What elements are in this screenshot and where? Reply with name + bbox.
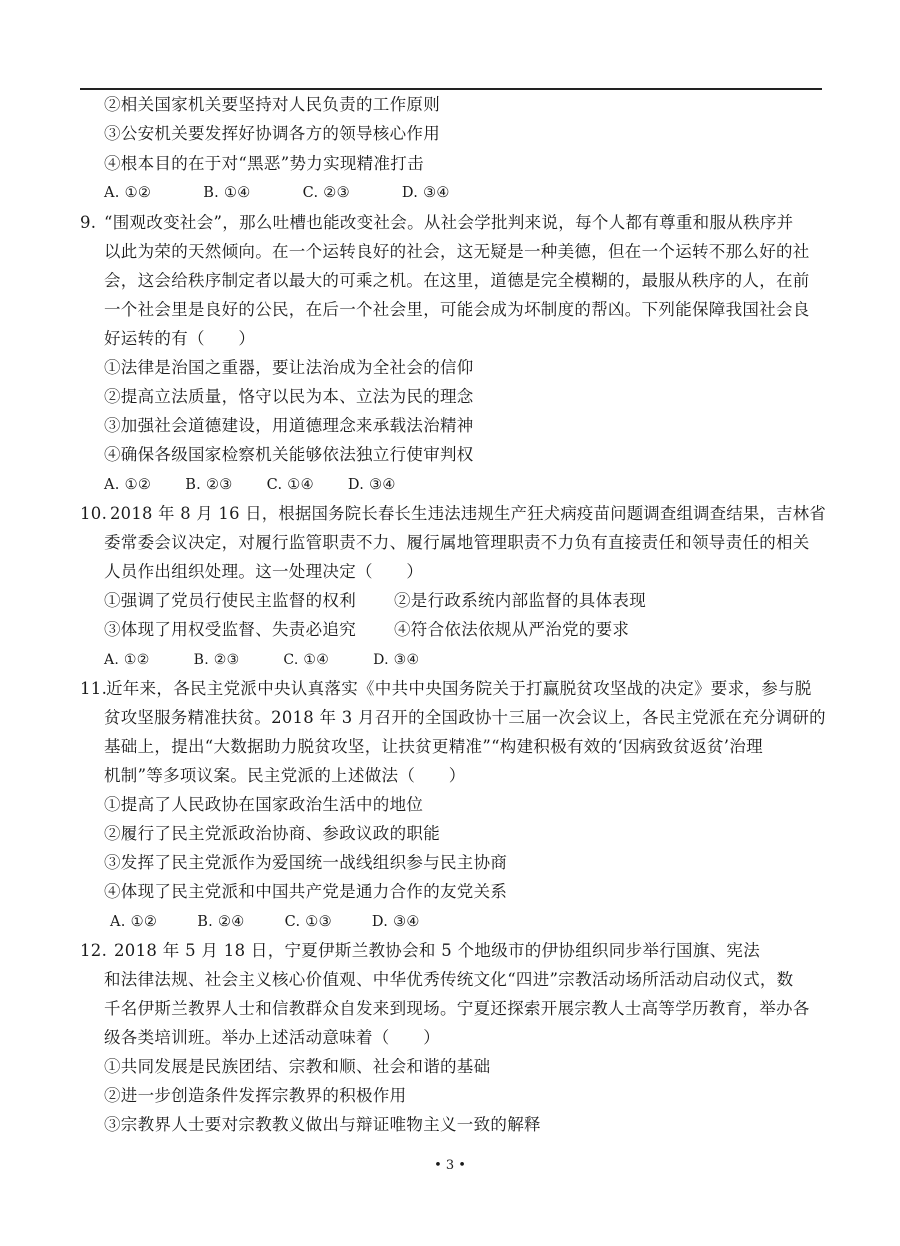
q8-options — [104, 182, 502, 204]
q11-item-1: ①提高了人民政协在国家政治生活中的地位 — [104, 795, 424, 814]
q10-option-d: D. ③④ — [373, 652, 420, 668]
q9-option-d: D. ③④ — [347, 477, 396, 493]
q12-item-3: ③宗教界人士要对宗教教义做出与辩证唯物主义一致的解释 — [104, 1115, 541, 1134]
q9-stem-line-3: 会，这会给秩序制定者以最大的可乘之机。在这里，道德是完全模糊的，最服从秩序的人，在前 — [104, 271, 810, 290]
q8-option-b: B. ①④ — [203, 185, 251, 201]
q12-stem-line-3: 千名伊斯兰教界人士和信教群众自发来到现场。宁夏还探索开展宗教人士高等学历教育，举办各 — [104, 999, 810, 1018]
q11-option-d: D. ③④ — [371, 914, 420, 930]
q8-option-a: A. ①② — [104, 185, 152, 201]
q8-item-3: ③公安机关要发挥好协调各方的领导核心作用 — [104, 124, 440, 143]
q11-number: 11. — [80, 679, 108, 698]
q10-number: 10. — [80, 504, 108, 523]
q9-options — [104, 474, 448, 496]
q11-item-3: ③发挥了民主党派作为爱国统一战线组织参与民主协商 — [104, 853, 508, 872]
q10-stem-line-2: 委常委会议决定，对履行监管职责不力、履行属地管理职责不力负有直接责任和领导责任的相关 — [104, 533, 810, 552]
q9-item-3: ③加强社会道德建设，用道德理念来承载法治精神 — [104, 416, 474, 435]
page-number: • 3 • — [434, 1158, 466, 1173]
q11-stem-line-3: 基础上，提出“大数据助力脱贫攻坚，让扶贫更精准”“构建积极有效的‘因病致贫返贫’治理 — [104, 737, 763, 756]
q10-item-3: ③体现了用权受监督、失责必追究 — [104, 620, 356, 639]
q11-stem-line-2: 贫攻坚服务精准扶贫。2018 年 3 月召开的全国政协十三届一次会议上，各民主党派在充分调研的 — [104, 708, 826, 727]
q9-stem-line-1: “围观改变社会”，那么吐槽也能改变社会。从社会学批判来说，每个人都有尊重和服从秩序并 — [104, 213, 794, 232]
q11-stem-line-1: 近年来，各民主党派中央认真落实《中共中央国务院关于打赢脱贫攻坚战的决定》要求，参与脱 — [106, 679, 812, 698]
q9-item-2: ②提高立法质量，恪守以民为本、立法为民的理念 — [104, 387, 474, 406]
q10-item-4: ④符合依法依规从严治党的要求 — [394, 620, 630, 639]
q12-item-2: ②进一步创造条件发挥宗教界的积极作用 — [104, 1086, 407, 1105]
q10-item-1: ①强调了党员行使民主监督的权利 — [104, 591, 356, 610]
q12-stem-line-4: 级各类培训班。举办上述活动意味着（ ） — [104, 1028, 440, 1047]
q9-item-1: ①法律是治国之重器，要让法治成为全社会的信仰 — [104, 358, 474, 377]
q10-options — [104, 649, 471, 671]
q8-option-c: C. ②③ — [302, 185, 350, 201]
q12-number: 12. — [80, 941, 108, 960]
q9-number: 9. — [80, 213, 97, 232]
q9-stem-line-5: 好运转的有（ ） — [104, 329, 256, 348]
q11-item-2: ②履行了民主党派政治协商、参政议政的职能 — [104, 824, 440, 843]
q9-stem-line-4: 一个社会里是良好的公民，在后一个社会里，可能会成为坏制度的帮凶。下列能保障我国社会良 — [104, 300, 810, 319]
q10-option-a: A. ①② — [104, 652, 150, 668]
q11-options — [110, 911, 472, 933]
q11-option-b: B. ②④ — [197, 914, 245, 930]
q9-option-c: C. ①④ — [266, 477, 314, 493]
q11-option-a: A. ①② — [110, 914, 158, 930]
q10-option-c: C. ①④ — [283, 652, 330, 668]
q12-stem-line-1: 2018 年 5 月 18 日，宁夏伊斯兰教协会和 5 个地级市的伊协组织同步举行国旗、宪法 — [114, 941, 760, 960]
q12-item-1: ①共同发展是民族团结、宗教和顺、社会和谐的基础 — [104, 1057, 491, 1076]
q10-stem-line-1: 2018 年 8 月 16 日，根据国务院长春长生违法违规生产狂犬病疫苗问题调查组调查结果，吉林省 — [110, 504, 826, 523]
q8-option-d: D. ③④ — [401, 185, 450, 201]
q8-item-4: ④根本目的在于对“黑恶”势力实现精准打击 — [104, 154, 424, 173]
q9-stem-line-2: 以此为荣的天然倾向。在一个运转良好的社会，这无疑是一种美德，但在一个运转不那么好的社 — [104, 242, 810, 261]
q9-item-4: ④确保各级国家检察机关能够依法独立行使审判权 — [104, 445, 474, 464]
q12-stem-line-2: 和法律法规、社会主义核心价值观、中华优秀传统文化“四进”宗教活动场所活动启动仪式，数 — [104, 970, 794, 989]
q11-item-4: ④体现了民主党派和中国共产党是通力合作的友党关系 — [104, 882, 508, 901]
q10-stem-line-3: 人员作出组织处理。这一处理决定（ ） — [104, 562, 424, 581]
header-rule — [80, 88, 822, 90]
q9-option-a: A. ①② — [104, 477, 152, 493]
q11-stem-line-4: 机制”等多项议案。民主党派的上述做法（ ） — [104, 766, 466, 785]
q11-option-c: C. ①③ — [284, 914, 332, 930]
q8-item-2: ②相关国家机关要坚持对人民负责的工作原则 — [104, 95, 440, 114]
q10-item-2: ②是行政系统内部监督的具体表现 — [394, 591, 646, 610]
q10-option-b: B. ②③ — [193, 652, 240, 668]
q9-option-b: B. ②③ — [185, 477, 233, 493]
